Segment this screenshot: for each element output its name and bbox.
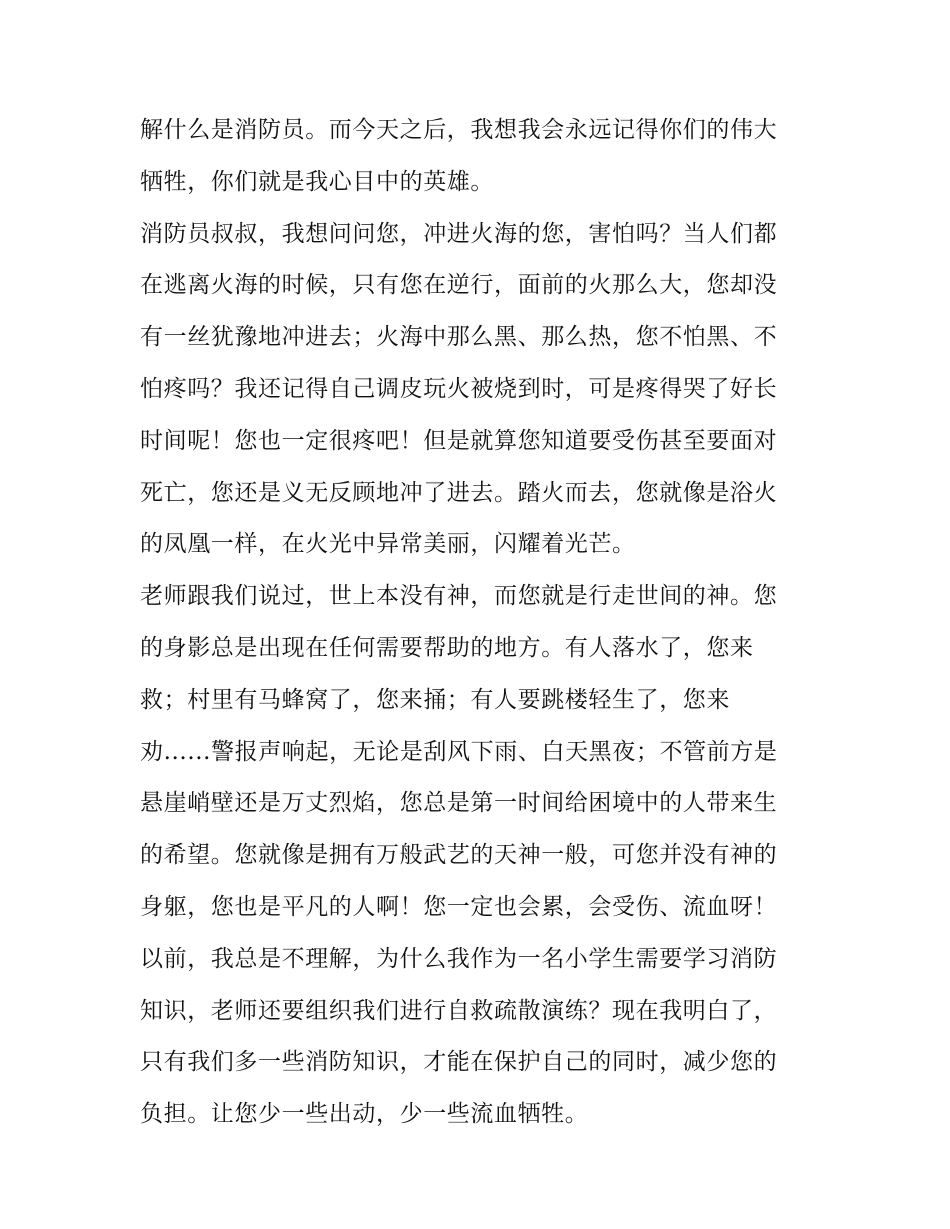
text-line: 在逃离火海的时候，只有您在逆行，面前的火那么大，您却没 (140, 272, 778, 299)
text-line: 悬崖峭壁还是万丈烈焰，您总是第一时间给困境中的人带来生 (140, 790, 778, 817)
text-line: 只有我们多一些消防知识，才能在保护自己的同时，减少您的 (140, 1049, 778, 1076)
text-line: 死亡，您还是义无反顾地冲了进去。踏火而去，您就像是浴火 (140, 479, 778, 506)
text-line: 的希望。您就像是拥有万般武艺的天神一般，可您并没有神的 (140, 842, 778, 869)
text-line: 时间呢！您也一定很疼吧！但是就算您知道要受伤甚至要面对 (140, 427, 778, 454)
essay-body (140, 105, 830, 1141)
text-line: 的凤凰一样，在火光中异常美丽，闪耀着光芒。 (140, 531, 636, 558)
text-line: 怕疼吗？我还记得自己调皮玩火被烧到时，可是疼得哭了好长 (140, 375, 778, 402)
text-line: 救；村里有马蜂窝了，您来捅；有人要跳楼轻生了，您来 (140, 686, 730, 713)
text-line: 负担。让您少一些出动，少一些流血牺牲。 (140, 1101, 589, 1128)
text-line: 知识，老师还要组织我们进行自救疏散演练？现在我明白了， (140, 997, 778, 1024)
text-line: 劝......警报声响起，无论是刮风下雨、白天黑夜；不管前方是 (140, 738, 778, 765)
text-line: 以前，我总是不理解，为什么我作为一名小学生需要学习消防 (140, 945, 778, 972)
text-line: 身躯，您也是平凡的人啊！您一定也会累，会受伤、流血呀！ (140, 893, 778, 920)
text-line: 牺牲，你们就是我心目中的英雄。 (140, 168, 494, 195)
text-line: 老师跟我们说过，世上本没有神，而您就是行走世间的神。您 (140, 583, 778, 610)
text-line: 消防员叔叔，我想问问您，冲进火海的您，害怕吗？当人们都 (140, 220, 778, 247)
text-line: 有一丝犹豫地冲进去；火海中那么黑、那么热，您不怕黑、不 (140, 324, 778, 351)
text-line: 解什么是消防员。而今天之后，我想我会永远记得你们的伟大 (140, 117, 778, 143)
text-line: 的身影总是出现在任何需要帮助的地方。有人落水了，您来 (140, 634, 754, 661)
